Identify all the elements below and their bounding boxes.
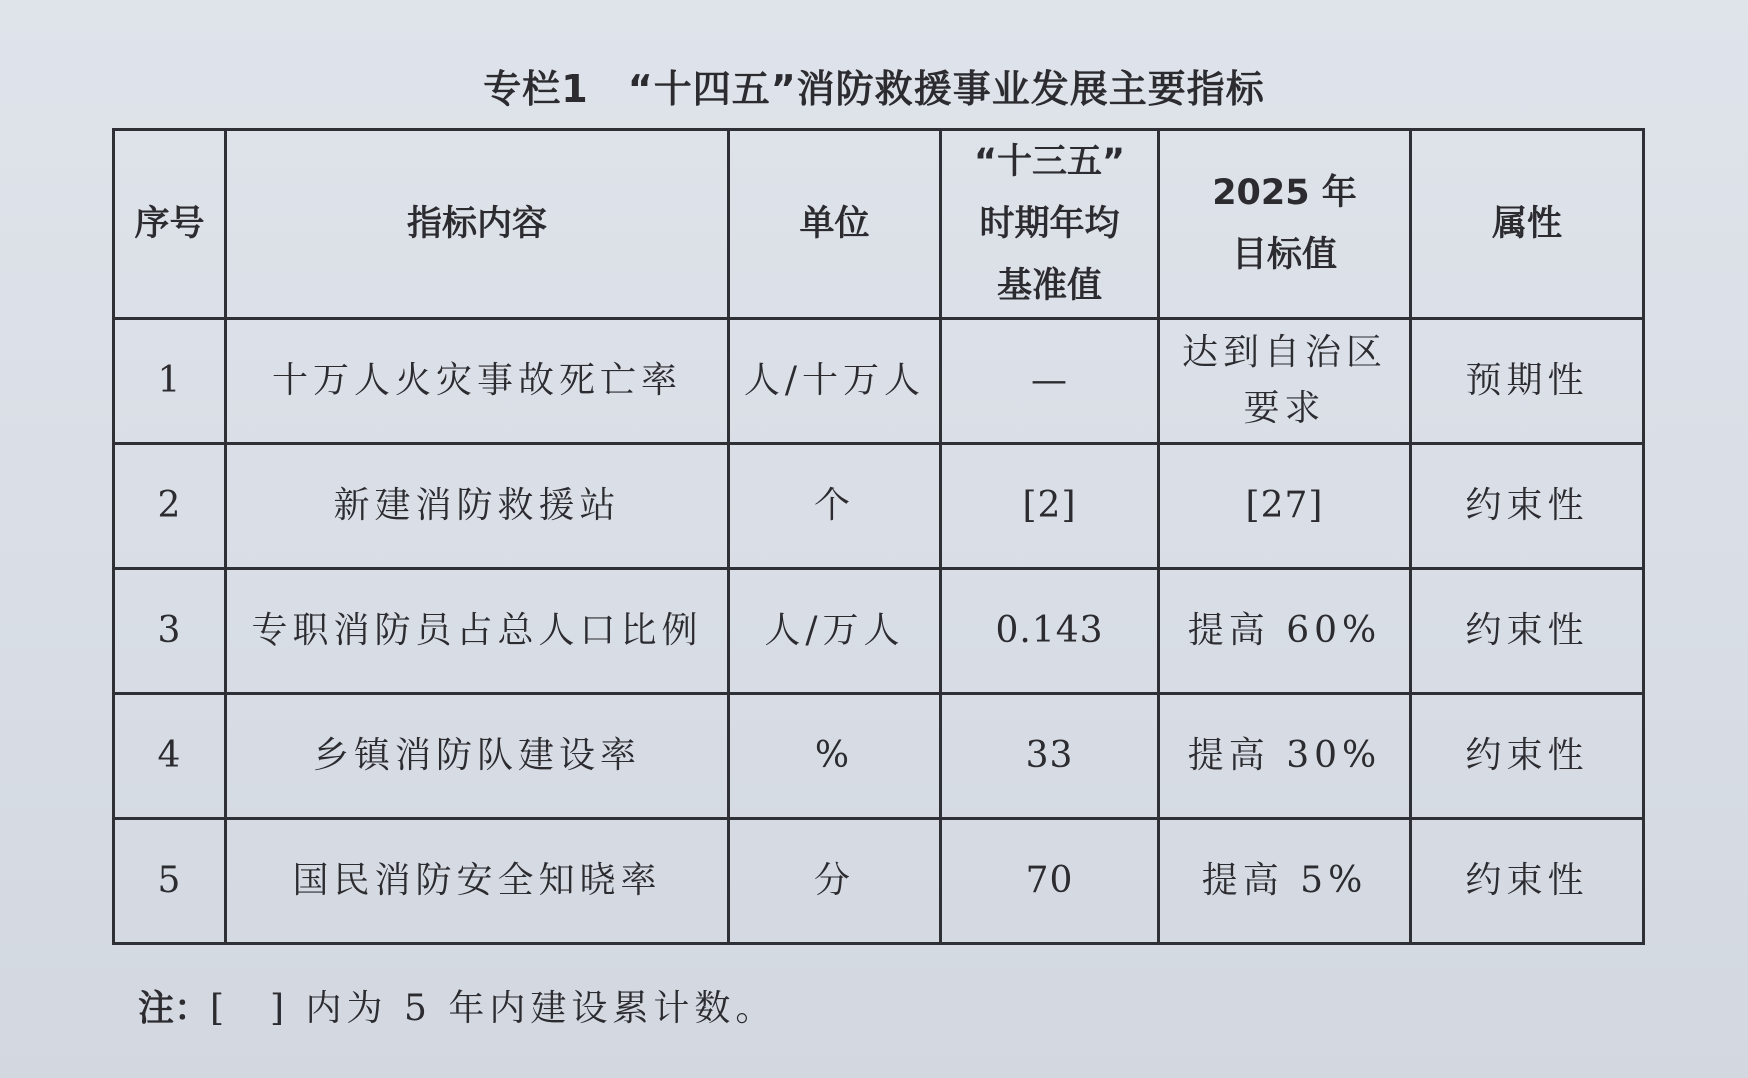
row-attribute: 约束性 <box>1411 694 1644 819</box>
row-target-line2: 要求 <box>1243 388 1326 429</box>
row-target-line1: 达到自治区 <box>1181 332 1387 373</box>
row-attribute: 约束性 <box>1411 444 1644 569</box>
row-content: 国民消防安全知晓率 <box>226 819 729 944</box>
header-baseline-line1: “十三五” <box>973 142 1125 182</box>
row-content: 乡镇消防队建设率 <box>226 694 729 819</box>
row-target: 提高 30% <box>1159 694 1411 819</box>
header-target-line2: 目标值 <box>1231 235 1337 275</box>
table-row <box>114 819 1644 944</box>
row-unit: % <box>729 694 941 819</box>
table-row <box>114 319 1644 444</box>
header-baseline-line2: 时期年均 <box>979 204 1120 244</box>
header-baseline-line3: 基准值 <box>996 266 1102 306</box>
row-index: 3 <box>114 569 226 694</box>
header-index: 序号 <box>114 130 226 319</box>
row-index: 5 <box>114 819 226 944</box>
row-target: 提高 60% <box>1159 569 1411 694</box>
header-content: 指标内容 <box>226 130 729 319</box>
row-content: 新建消防救援站 <box>226 444 729 569</box>
row-index: 4 <box>114 694 226 819</box>
row-content: 十万人火灾事故死亡率 <box>226 319 729 444</box>
table-row <box>114 569 1644 694</box>
indicators-table <box>112 128 1645 945</box>
table-header-row <box>114 130 1644 319</box>
row-attribute: 约束性 <box>1411 819 1644 944</box>
table-row <box>114 444 1644 569</box>
header-attribute: 属性 <box>1411 130 1644 319</box>
row-unit: 人/十万人 <box>729 319 941 444</box>
row-index: 2 <box>114 444 226 569</box>
footnote-label: 注： <box>138 988 211 1029</box>
header-unit: 单位 <box>729 130 941 319</box>
row-attribute: 预期性 <box>1411 319 1644 444</box>
header-target <box>1159 130 1411 319</box>
row-content: 专职消防员占总人口比例 <box>226 569 729 694</box>
table-row <box>114 694 1644 819</box>
row-baseline: 70 <box>941 819 1159 944</box>
footnote-text: [ ] 内为 5 年内建设累计数。 <box>210 988 777 1029</box>
row-unit: 个 <box>729 444 941 569</box>
header-target-line1: 2025 年 <box>1212 173 1357 213</box>
row-unit: 分 <box>729 819 941 944</box>
row-attribute: 约束性 <box>1411 569 1644 694</box>
row-target: [27] <box>1159 444 1411 569</box>
row-index: 1 <box>114 319 226 444</box>
row-baseline: 0.143 <box>941 569 1159 694</box>
row-target: 提高 5% <box>1159 819 1411 944</box>
table-title: 专栏1 “十四五”消防救援事业发展主要指标 <box>483 67 1265 111</box>
header-baseline <box>941 130 1159 319</box>
row-baseline: [2] <box>941 444 1159 569</box>
row-baseline: — <box>941 319 1159 444</box>
row-baseline: 33 <box>941 694 1159 819</box>
row-unit: 人/万人 <box>729 569 941 694</box>
row-target <box>1159 319 1411 444</box>
table-footnote <box>138 980 776 1031</box>
